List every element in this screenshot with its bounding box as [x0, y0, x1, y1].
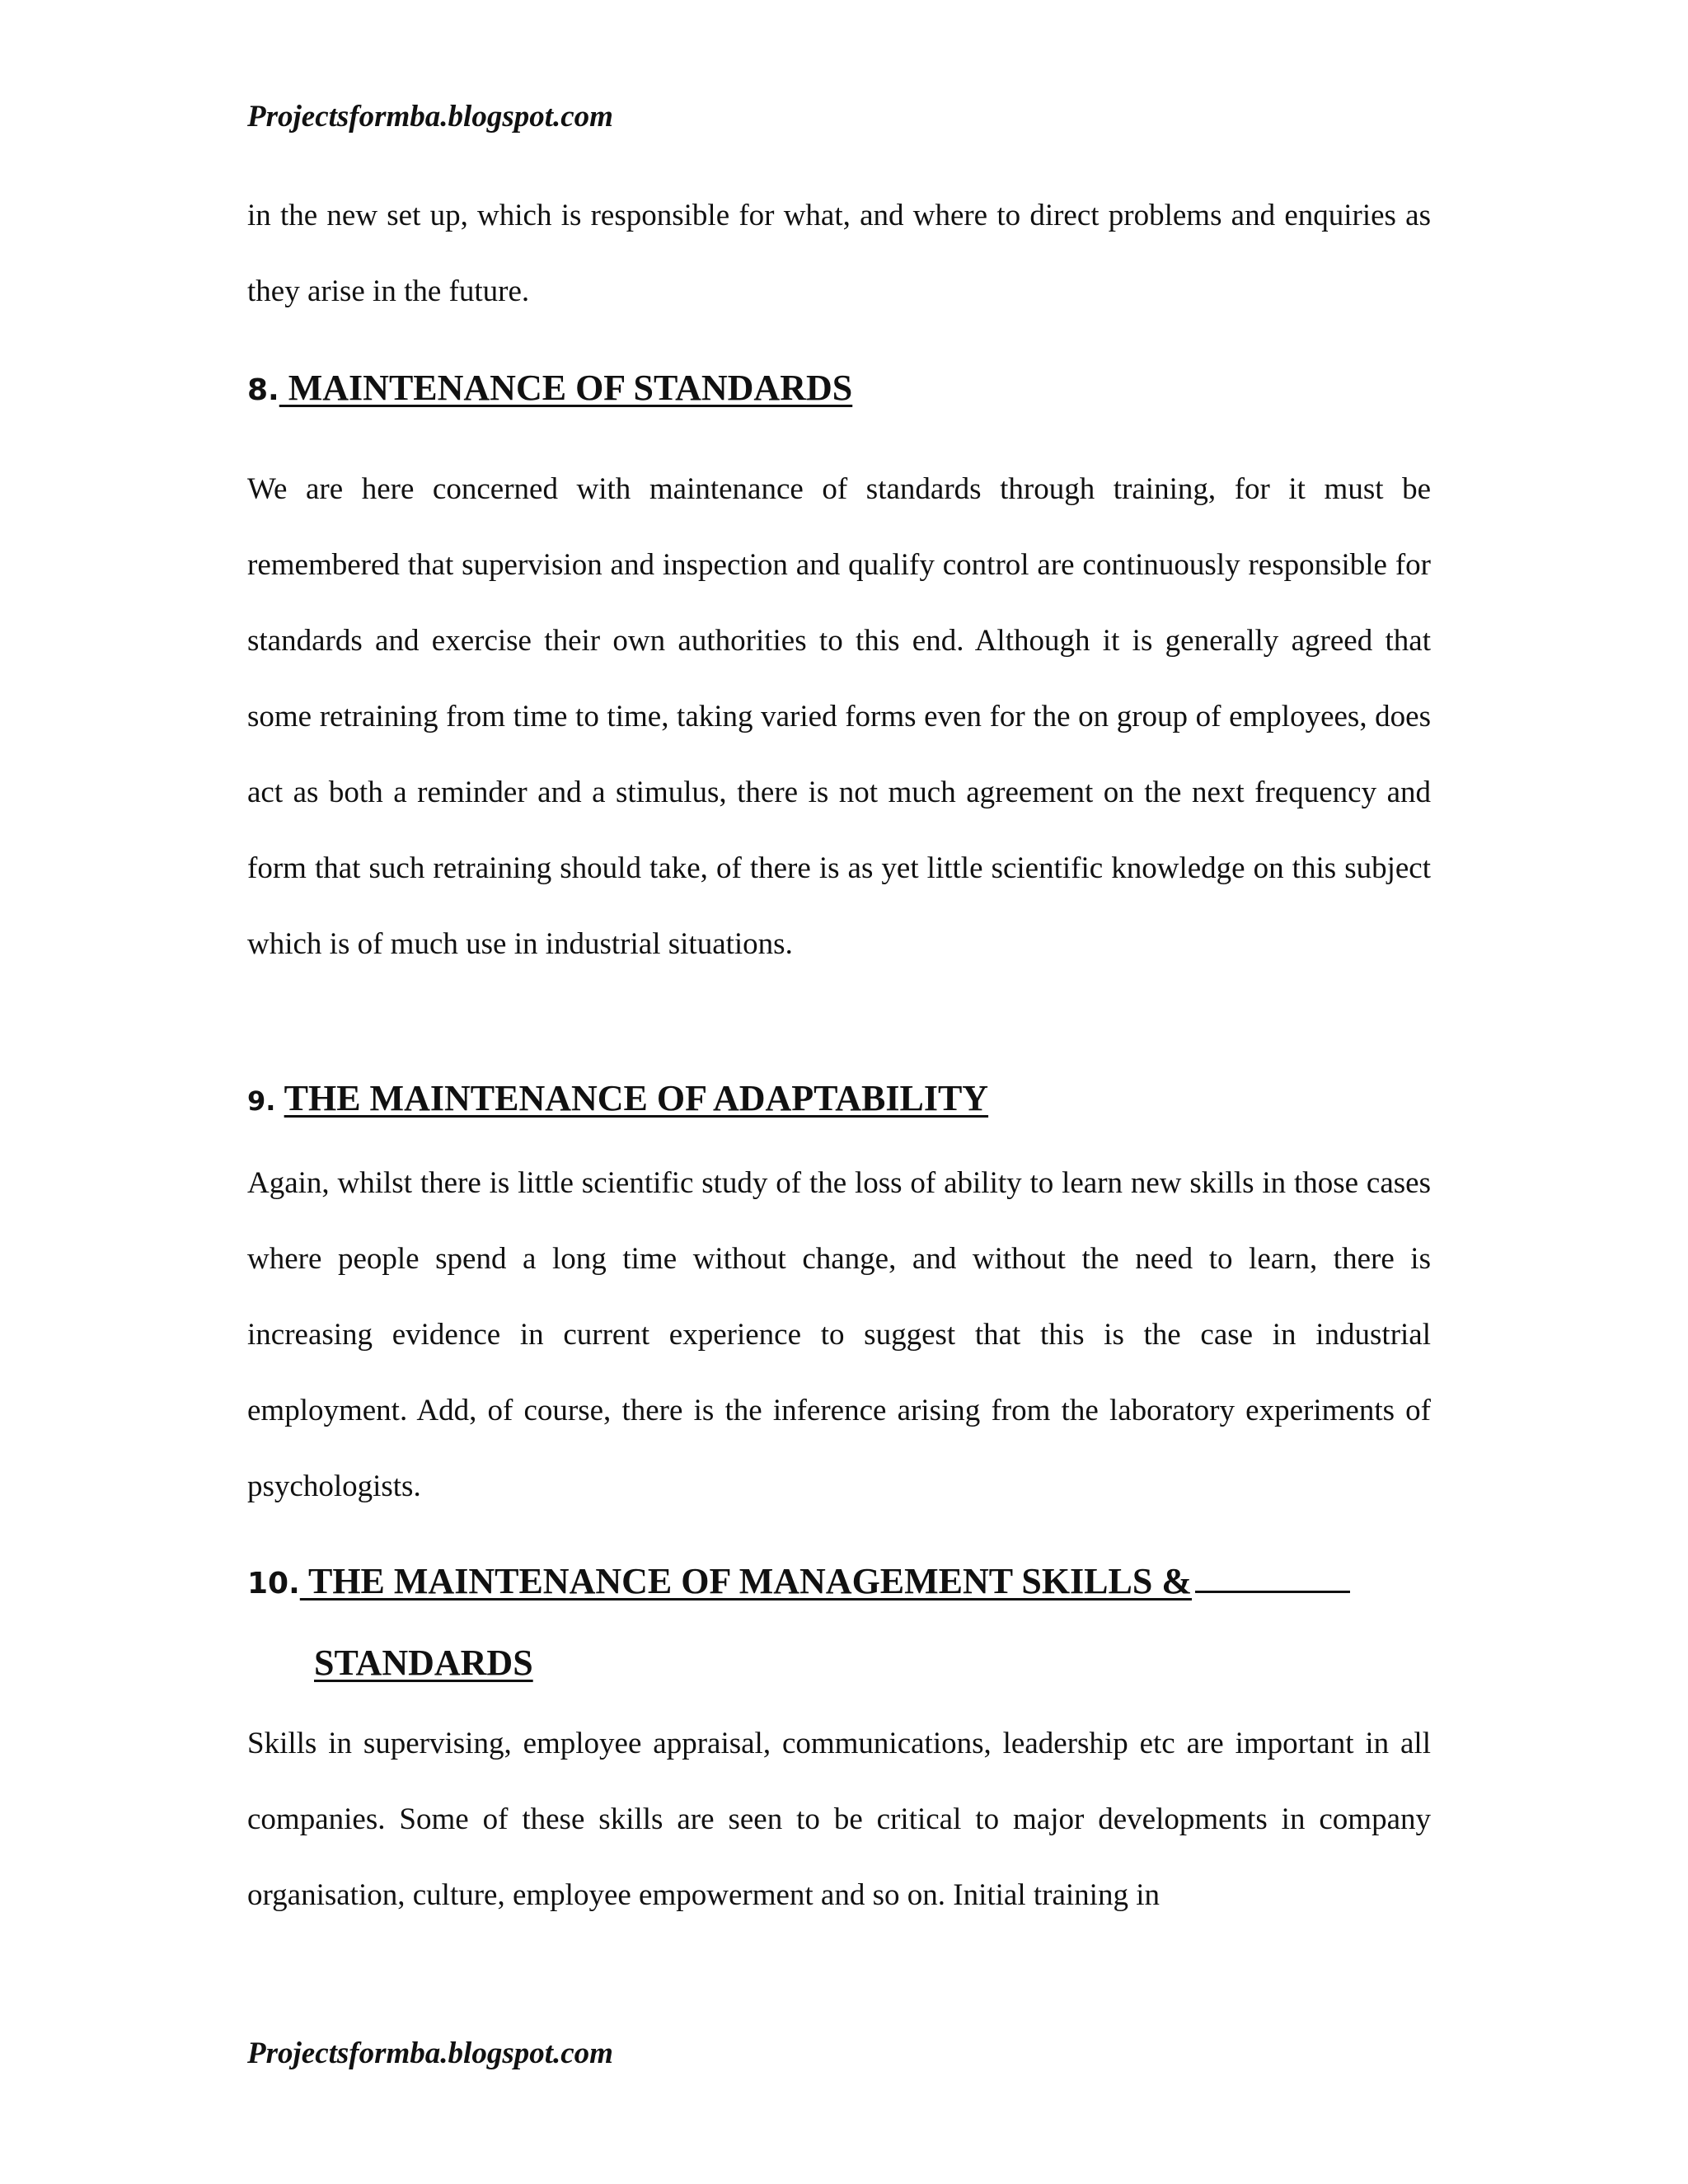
section-number: 10.: [247, 1567, 300, 1601]
section-heading-10: [247, 1558, 1350, 1607]
heading-underline-extension: [1195, 1558, 1350, 1593]
section-heading-9: [247, 1076, 988, 1124]
paragraph-intro: in the new set up, which is responsible for what, and where to direct problems and enquiries as they arise in the future.: [247, 199, 1431, 308]
section-title: THE MAINTENANCE OF MANAGEMENT SKILLS &: [299, 1561, 1192, 1601]
footer-site-name: Projectsformba.blogspot.com: [247, 2036, 613, 2070]
paragraph-standards: We are here concerned with maintenance of standards through training, for it must be remembered that supervision and inspection and qualify control are continuously responsible for standards and exercise their own authorities to this end. Although it is generally agreed that some retraining from time to time, taking varied forms even for the on group of employees, does act as both a reminder and a stimulus, there is not much agreement on the next frequency and form that such retraining should take, of there is as yet little scientific knowledge on this subject which is of much use in industrial situations.: [247, 472, 1431, 961]
section-number: 8.: [247, 373, 279, 407]
section-heading-8: [247, 365, 852, 414]
section-number: 9.: [247, 1085, 276, 1117]
header-site-name: Projectsformba.blogspot.com: [247, 100, 613, 134]
section-title-continuation: STANDARDS: [314, 1643, 533, 1683]
paragraph-management: Skills in supervising, employee appraisal, communications, leadership etc are important in all companies. Some of these skills are seen to be critical to major developments in company organisation, culture, employee empowerment and so on. Initial training in: [247, 1727, 1431, 1912]
section-title: MAINTENANCE OF STANDARDS: [279, 368, 853, 408]
paragraph-adaptability: Again, whilst there is little scientific study of the loss of ability to learn new skills in those cases where people spend a long time without change, and without the need to learn, there is increasing evidence in current experience to suggest that this is the case in industrial employment. Add, of course, there is the inference arising from the laboratory experiments of psychologists.: [247, 1166, 1431, 1503]
section-title: THE MAINTENANCE OF ADAPTABILITY: [284, 1078, 989, 1118]
